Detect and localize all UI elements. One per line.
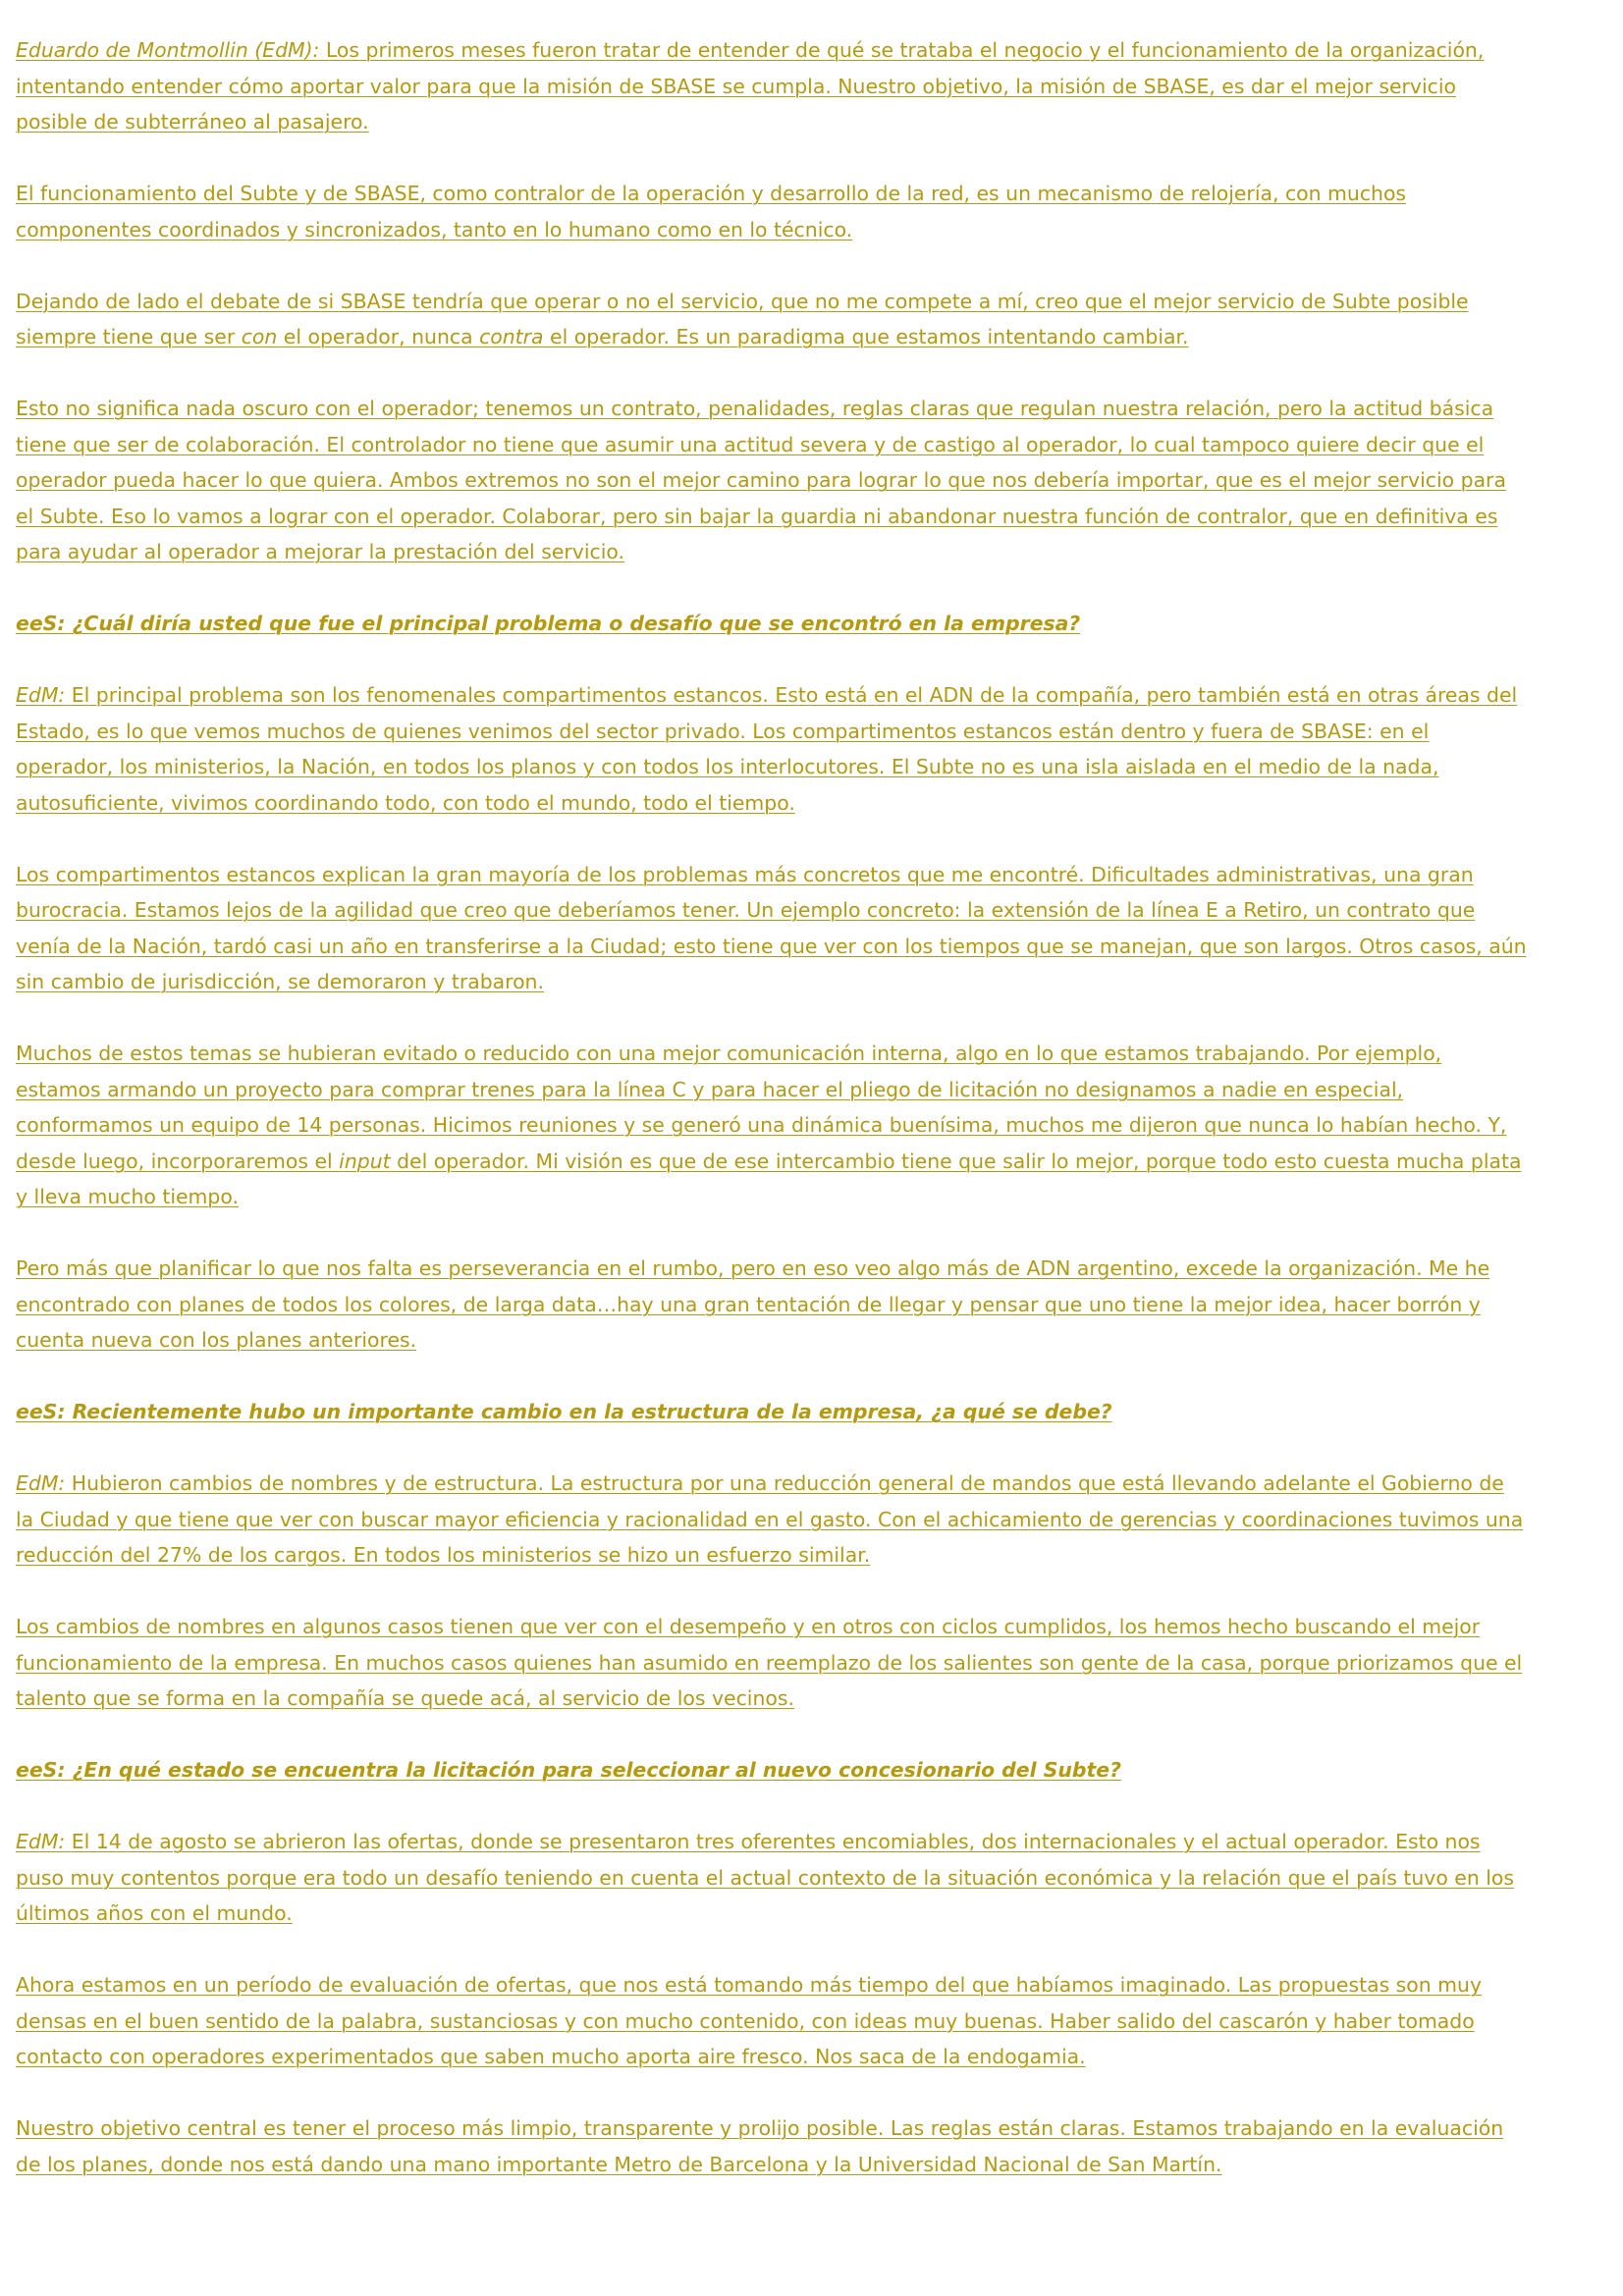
answer-paragraph: Los compartimentos estancos explican la gran mayoría de los problemas más concretos que me encontré. Dificultades administrativas, una gran burocracia. Estamos lejos de la agilidad que creo que deberíamos tener. Un ejemplo concreto: la extensión de la línea E a Retiro, un contrato que venía de la Nación, tardó casi un año en transferirse a la Ciudad; esto tiene que ver con los tiempos que se manejan, que son largos. Otros casos, aún sin cambio de jurisdicción, se demoraron y trabaron. bbox=[16, 862, 1527, 993]
answer-paragraph: Los cambios de nombres en algunos casos tienen que ver con el desempeño y en otros con ciclos cumplidos, los hemos hecho buscando el mejor funcionamiento de la empresa. En muchos casos quienes han asumido en reemplazo de los salientes son gente de la casa, porque priorizamos que el talento que se forma en la compañía se quede acá, al servicio de los vecinos. bbox=[16, 1615, 1523, 1710]
speaker-label: EdM: bbox=[16, 1830, 66, 1853]
paragraph-text: Dejando de lado el debate de si SBASE tendría que operar o no el servicio, que no me compete a mí, creo que el mejor servicio de Subte posible siempre tiene que ser bbox=[16, 289, 1469, 348]
answer-paragraph: Esto no significa nada oscuro con el operador; tenemos un contrato, penalidades, reglas claras que regulan nuestra relación, pero la actitud básica tiene que ser de colaboración. El controlador no tiene que asumir una actitud severa y de castigo al operador, lo cual tampoco quiere decir que el operador pueda hacer lo que quiera. Ambos extremos no son el mejor camino para lograr lo que nos debería importar, que es el mejor servicio para el Subte. Eso lo vamos a lograr con el operador. Colaborar, pero sin bajar la guardia ni abandonar nuestra función de contralor, que en definitiva es para ayudar al operador a mejorar la prestación del servicio. bbox=[16, 397, 1506, 563]
speaker-label: Eduardo de Montmollin (EdM): bbox=[16, 38, 320, 62]
answer-paragraph bbox=[16, 1466, 1528, 1574]
interview-question: eeS: Recientemente hubo un importante cambio en la estructura de la empresa, ¿a qué se debe? bbox=[16, 1400, 1112, 1423]
interview-article bbox=[16, 32, 1528, 2218]
answer-paragraph: Ahora estamos en un período de evaluación de ofertas, que nos está tomando más tiempo del que habíamos imaginado. Las propuestas son muy densas en el buen sentido de la palabra, sustanciosas y con mucho contenido, con ideas muy buenas. Haber salido del cascarón y haber tomado contacto con operadores experimentados que saben mucho aporta aire fresco. Nos saca de la endogamia. bbox=[16, 1973, 1483, 2068]
paragraph-text: el operador, nunca bbox=[277, 325, 480, 348]
emphasis-text: input bbox=[339, 1148, 391, 1173]
speaker-label: EdM: bbox=[16, 683, 66, 707]
paragraph-text: El principal problema son los fenomenales compartimentos estancos. Esto está en el ADN de la compañía, pero también está en otras áreas del Estado, es lo que vemos muchos de quienes venimos del sector privado. Los compartimentos estancos están dentro y fuera de SBASE: en el operador, los ministerios, la Nación, en todos los planos y con todos los interlocutores. El Subte no es una isla aislada en el medio de la nada, autosuficiente, vivimos coordinando todo, con todo el mundo, todo el tiempo. bbox=[16, 683, 1518, 815]
interview-question: eeS: ¿Cuál diría usted que fue el principal problema o desafío que se encontró en la empresa? bbox=[16, 612, 1081, 635]
answer-paragraph bbox=[16, 1036, 1528, 1215]
paragraph-text: Muchos de estos temas se hubieran evitado o reducido con una mejor comunicación interna, algo en lo que estamos trabajando. Por ejemplo, estamos armando un proyecto para comprar trenes para la línea C y para hacer el pliego de licitación no designamos a nadie en especial, conformamos un equipo de 14 personas. Hicimos reuniones y se generó una dinámica buenísima, muchos me dijeron que nunca lo habían hecho. Y, desde luego, incorporaremos el bbox=[16, 1041, 1507, 1173]
answer-paragraph bbox=[16, 677, 1528, 821]
answer-paragraph bbox=[16, 1824, 1528, 1932]
answer-paragraph: El funcionamiento del Subte y de SBASE, como contralor de la operación y desarrollo de la red, es un mecanismo de relojería, con muchos componentes coordinados y sincronizados, tanto en lo humano como en lo técnico. bbox=[16, 182, 1407, 241]
paragraph-text: El 14 de agosto se abrieron las ofertas, donde se presentaron tres oferentes encomiables, dos internacionales y el actual operador. Esto nos puso muy contentos porque era todo un desafío teniendo en cuenta el actual contexto de la situación económica y la relación que el país tuvo en los últimos años con el mundo. bbox=[16, 1830, 1515, 1925]
answer-paragraph: Pero más que planificar lo que nos falta es perseverancia en el rumbo, pero en eso veo algo más de ADN argentino, excede la organización. Me he encontrado con planes de todos los colores, de larga data…hay una gran tentación de llegar y pensar que uno tiene la mejor idea, hacer borrón y cuenta nueva con los planes anteriores. bbox=[16, 1256, 1490, 1352]
paragraph-text: el operador. Es un paradigma que estamos intentando cambiar. bbox=[543, 325, 1189, 348]
answer-paragraph bbox=[16, 32, 1528, 140]
paragraph-text: del operador. Mi visión es que de ese intercambio tiene que salir lo mejor, porque todo esto cuesta mucha plata y lleva mucho tiempo. bbox=[16, 1148, 1522, 1208]
answer-paragraph bbox=[16, 284, 1528, 355]
paragraph-text: Hubieron cambios de nombres y de estructura. La estructura por una reducción general de mandos que está llevando adelante el Gobierno de la Ciudad y que tiene que ver con buscar mayor eficiencia y racionalidad en el gasto. Con el achicamiento de gerencias y coordinaciones tuvimos una reducción del 27% de los cargos. En todos los ministerios se hizo un esfuerzo similar. bbox=[16, 1471, 1524, 1567]
speaker-label: EdM: bbox=[16, 1471, 66, 1495]
emphasis-text: con bbox=[241, 325, 278, 348]
emphasis-text: contra bbox=[479, 325, 544, 348]
interview-question: eeS: ¿En qué estado se encuentra la licitación para seleccionar al nuevo concesionario del Subte? bbox=[16, 1758, 1121, 1782]
answer-paragraph: Nuestro objetivo central es tener el proceso más limpio, transparente y prolijo posible. Las reglas están claras. Estamos trabajando en la evaluación de los planes, donde nos está dando una mano importante Metro de Barcelona y la Universidad Nacional de San Martín. bbox=[16, 2116, 1504, 2176]
paragraph-text: Los primeros meses fueron tratar de entender de qué se trataba el negocio y el funcionamiento de la organización, intentando entender cómo aportar valor para que la misión de SBASE se cumpla. Nuestro objetivo, la misión de SBASE, es dar el mejor servicio posible de subterráneo al pasajero. bbox=[16, 38, 1485, 133]
